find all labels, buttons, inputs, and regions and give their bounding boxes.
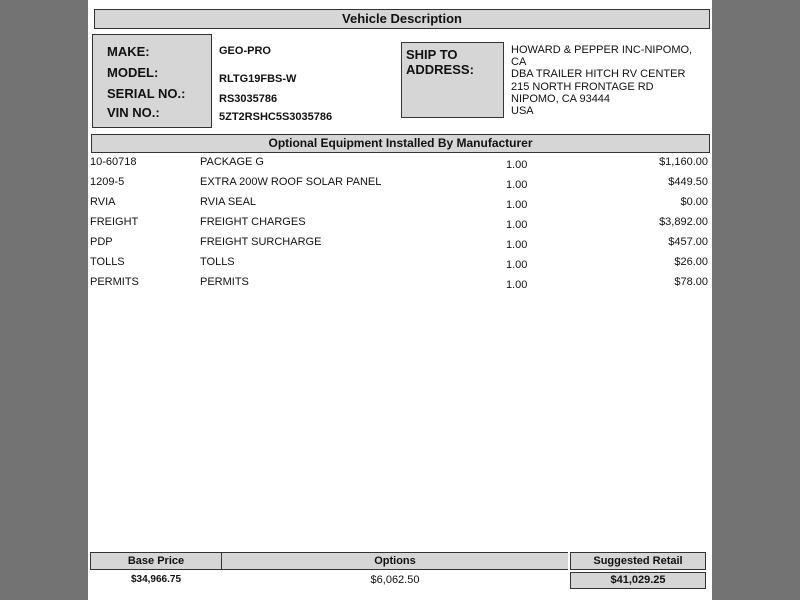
make-label: MAKE: [107,44,150,59]
option-description: FREIGHT CHARGES [200,216,306,228]
vehicle-labels-box [92,34,212,128]
model-value: RLTG19FBS-W [219,73,297,85]
option-qty: 1.00 [506,199,528,211]
option-description: FREIGHT SURCHARGE [200,236,322,248]
table-row [88,216,710,236]
option-amount: $26.00 [674,256,708,268]
vin-label: VIN NO.: [107,105,160,120]
table-row [88,156,710,176]
table-row [88,256,710,276]
ship-to-box [401,42,504,118]
option-code: 1209-5 [90,176,125,188]
option-description: EXTRA 200W ROOF SOLAR PANEL [200,176,382,188]
option-description: TOLLS [200,256,235,268]
serial-value: RS3035786 [219,93,278,105]
optional-equipment-header: Optional Equipment Installed By Manufacturer [91,134,710,153]
address-line: HOWARD & PEPPER INC-NIPOMO, [511,44,693,56]
option-code: 10-60718 [90,156,137,168]
serial-label: SERIAL NO.: [107,86,186,101]
table-row [88,176,710,196]
table-row [88,236,710,256]
option-amount: $0.00 [680,196,708,208]
table-row [88,196,710,216]
option-amount: $78.00 [674,276,708,288]
base-price-value: $34,966.75 [130,574,182,585]
options-total-value: $6,062.50 [370,574,420,586]
option-amount: $457.00 [668,236,708,248]
option-qty: 1.00 [506,239,528,251]
vin-value: 5ZT2RSHC5S3035786 [219,111,333,123]
price-sheet [88,0,712,600]
option-qty: 1.00 [506,159,528,171]
options-total-header: Options [222,552,568,570]
option-code: PERMITS [90,276,139,288]
option-code: PDP [90,236,113,248]
option-description: RVIA SEAL [200,196,257,208]
address-line: NIPOMO, CA 93444 [511,92,611,105]
option-qty: 1.00 [506,259,528,271]
make-value: GEO-PRO [219,45,271,57]
option-qty: 1.00 [506,279,528,291]
suggested-retail-header: Suggested Retail [570,552,706,570]
ship-to-label-line1: SHIP TO [406,47,458,62]
option-amount: $449.50 [668,176,708,188]
ship-to-label [406,47,474,77]
option-amount: $1,160.00 [659,156,708,168]
option-code: FREIGHT [90,216,139,228]
address-line: DBA TRAILER HITCH RV CENTER [511,68,686,81]
ship-to-label-line2: ADDRESS: [406,62,474,77]
address-line: USA [511,105,534,118]
table-row [88,276,710,296]
base-price-header: Base Price [90,552,222,570]
option-description: PACKAGE G [200,156,264,168]
model-label: MODEL: [107,65,159,80]
suggested-retail-value: $41,029.25 [570,572,706,589]
option-amount: $3,892.00 [659,216,708,228]
ship-to-address [511,44,692,117]
page-title: Vehicle Description [94,9,710,29]
option-qty: 1.00 [506,219,528,231]
option-description: PERMITS [200,276,249,288]
option-code: TOLLS [90,256,125,268]
option-qty: 1.00 [506,179,528,191]
address-line: CA [511,56,527,69]
option-code: RVIA [90,196,116,208]
address-line: 215 NORTH FRONTAGE RD [511,80,654,93]
